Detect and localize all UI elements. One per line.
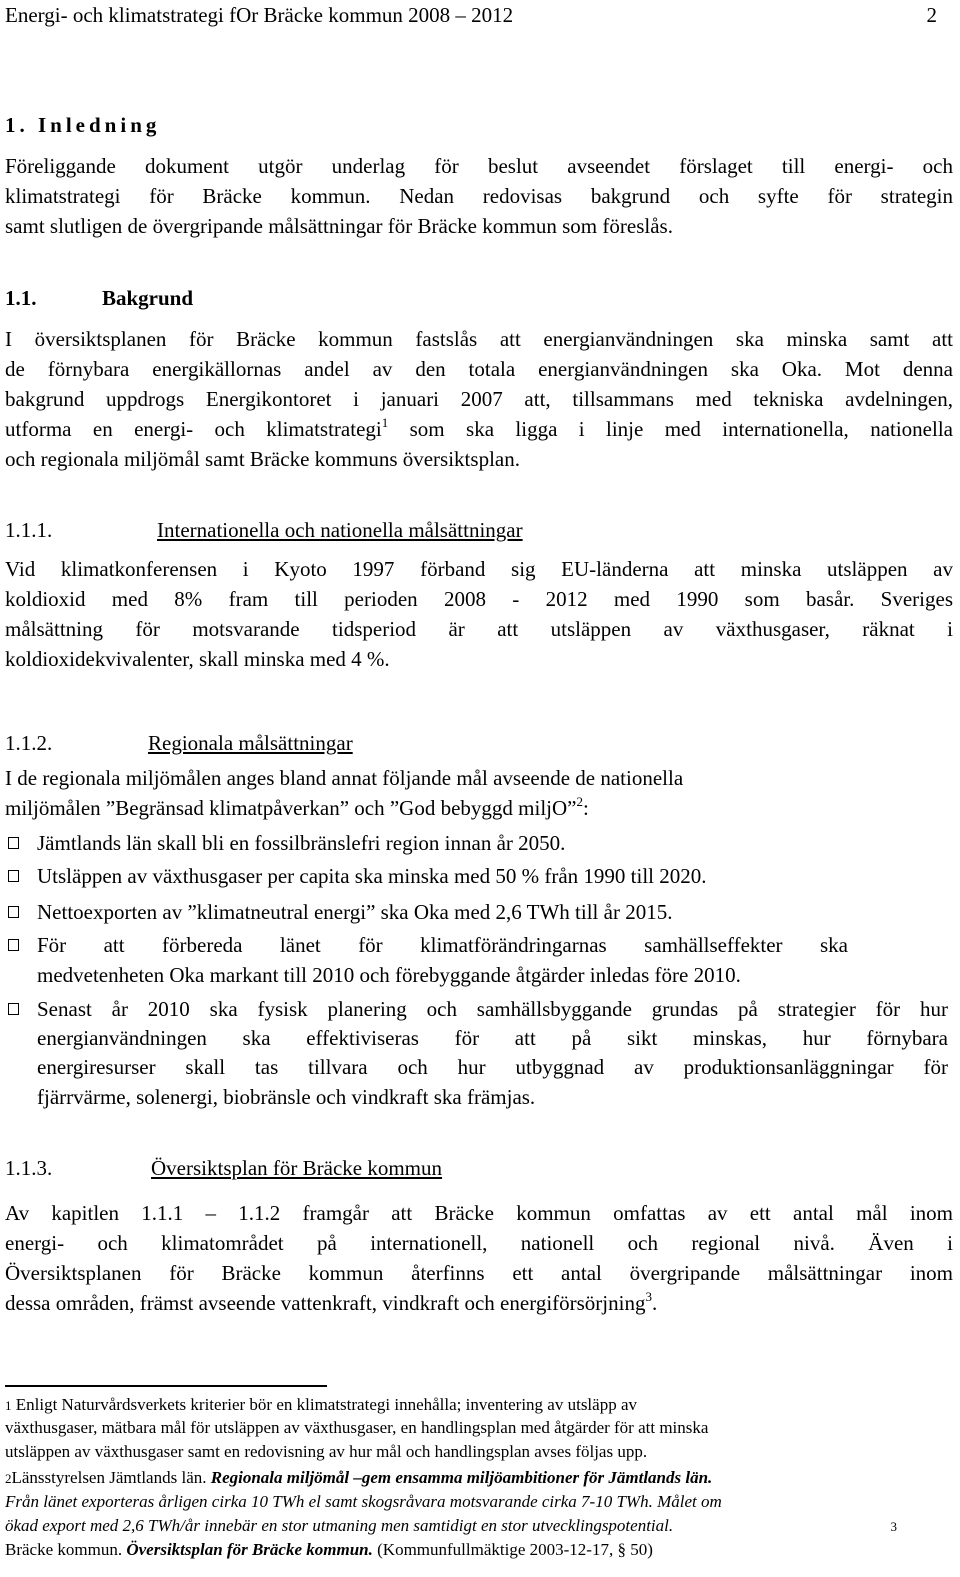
section-title: Översiktsplan för Bräcke kommun [151,1156,443,1180]
footnote-source-title: Översiktsplan för Bräcke kommun. [126,1540,373,1559]
footnote-line: Från länet exporteras årligen cirka 10 TWh el samt skogsråvara motsvarande cirka 7-10 TWh. Målet om [5,1492,722,1511]
checkbox-bullet-icon [8,1003,19,1015]
checkbox-bullet-icon [8,870,19,882]
paragraph-line: I de regionala miljömålen anges bland annat följande mål avseende de nationella [5,766,684,790]
footnote-text: Enligt Naturvårdsverkets kriterier bör en klimatstrategi innehålla; inventering av utsläpp av [15,1395,637,1414]
footnote-text: Länsstyrelsen Jämtlands län. [11,1468,211,1487]
footnote-number: 3 [890,1519,897,1534]
paragraph-line: Vid klimatkonferensen i Kyoto 1997 förband sig EU-länderna att minska utsläppen av [5,557,953,581]
paragraph-line [5,1288,953,1318]
page-number: 2 [926,3,937,27]
footnote-2 [5,1466,953,1490]
footnote-line: ökad export med 2,6 TWh/år innebär en stor utmaning men samtidigt en stor utvecklingspotential. [5,1516,674,1535]
paragraph-line: bakgrund uppdrogs Energikontoret i januari 2007 att, tillsammans med tekniska avdelningen, [5,387,953,411]
footnote-source-title: Regionala miljömål –gem ensamma miljöambitioner för Jämtlands län. [210,1468,713,1487]
bullet-text: Nettoexporten av ”klimatneutral energi” ska Oka med 2,6 TWh till år 2015. [37,900,673,924]
bullet-text: Jämtlands län skall bli en fossilbränslefri region innan år 2050. [37,831,566,855]
text-span: miljömålen ”Begränsad klimatpåverkan” och ”God bebyggd miljO” [5,796,577,820]
paragraph-line: Av kapitlen 1.1.1 – 1.1.2 framgår att Bräcke kommun omfattas av ett antal mål inom [5,1201,953,1225]
checkbox-bullet-icon [8,906,19,918]
text-span: dessa områden, främst avseende vattenkraft, vindkraft och energiförsörjning [5,1291,646,1315]
heading-internationella [5,518,523,543]
text-span: utforma en energi- och klimatstrategi [5,417,382,441]
paragraph-line: I översiktsplanen för Bräcke kommun fastslås att energianvändningen ska minska samt att [5,327,953,351]
section-number: 1.1.2. [5,731,53,755]
bullet-text: fjärrvärme, solenergi, biobränsle och vindkraft ska främjas. [37,1085,536,1109]
bullet-text: energianvändningen ska effektiviseras för att på sikt minskas, hur förnybara [37,1026,948,1050]
section-number: 1.1. [5,286,37,310]
footnote-ref: 3 [645,1289,652,1304]
bullet-text: energiresurser skall tas tillvara och hur utbyggnad av produktionsanläggningar för [37,1055,948,1079]
footnote-ref: 1 [381,415,389,430]
checkbox-bullet-icon [8,837,19,849]
footnote-text: Bräcke kommun. [5,1540,127,1559]
paragraph-line: energi- och klimatområdet på internationell, nationell och regional nivå. Även i [5,1231,953,1255]
checkbox-bullet-icon [8,939,19,951]
heading-oversiktsplan [5,1156,443,1181]
section-number: 1.1.3. [5,1156,53,1180]
paragraph-line: de förnybara energikällornas andel av den totala energianvändningen ska Oka. Mot denna [5,357,953,381]
bullet-text: Senast år 2010 ska fysisk planering och samhällsbyggande grundas på strategier för hur [37,997,948,1021]
footnote-line: utsläppen av växthusgaser samt en redovisning av hur mål och handlingsplan avses följas upp. [5,1442,648,1461]
paragraph-line: och regionala miljömål samt Bräcke kommuns översiktsplan. [5,447,520,471]
text-span: . [651,1291,658,1315]
footnote-1 [5,1393,953,1417]
heading-inledning: 1. Inledning [5,113,161,137]
paragraph-line: Föreliggande dokument utgör underlag för beslut avseendet förslaget till energi- och [5,154,953,178]
heading-bakgrund [5,286,194,311]
bullet-text: För att förbereda länet för klimatförändringarnas samhällseffekter ska [37,933,848,957]
paragraph-line: Översiktsplanen för Bräcke kommun återfinns ett antal övergripande målsättningar inom [5,1261,953,1285]
paragraph-line: koldioxid med 8% fram till perioden 2008 - 2012 med 1990 som basår. Sveriges [5,587,953,611]
footnote-line: växthusgaser, mätbara mål för utsläppen av växthusgaser, en handlingsplan med åtgärder för att minska [5,1418,709,1437]
footnote-ref: 2 [576,794,583,809]
header-title: Energi- och klimatstrategi fOr Bräcke kommun 2008 – 2012 [5,3,514,27]
paragraph-line: koldioxidekvivalenter, skall minska med 4 %. [5,647,390,671]
paragraph-line: klimatstrategi för Bräcke kommun. Nedan redovisas bakgrund och syfte för strategin [5,184,953,208]
footnote-separator [5,1385,327,1387]
footnote-number: 1 [5,1398,12,1413]
text-span: som ska ligga i linje med internationella, nationella [388,417,953,441]
footnote-text: (Kommunfullmäktige 2003-12-17, § 50) [372,1540,653,1559]
section-title: Regionala målsättningar [148,731,353,755]
heading-regionala [5,731,353,756]
section-number: 1.1.1. [5,518,53,542]
paragraph-line: målsättning för motsvarande tidsperiod är att utsläppen av växthusgaser, räknat i [5,617,953,641]
bullet-text: Utsläppen av växthusgaser per capita ska minska med 50 % från 1990 till 2020. [37,864,707,888]
paragraph-line [5,414,953,444]
footnote-3 [5,1538,953,1561]
text-span: : [583,796,589,820]
paragraph-line [5,793,953,823]
paragraph-line: samt slutligen de övergripande målsättningar för Bräcke kommun som föreslås. [5,214,673,238]
section-title: Bakgrund [102,286,194,310]
footnote-number: 2 [5,1471,12,1486]
bullet-text: medvetenheten Oka markant till 2010 och förebyggande åtgärder inledas före 2010. [37,963,741,987]
section-title: Internationella och nationella målsättningar [157,518,523,542]
page-header [5,0,953,30]
